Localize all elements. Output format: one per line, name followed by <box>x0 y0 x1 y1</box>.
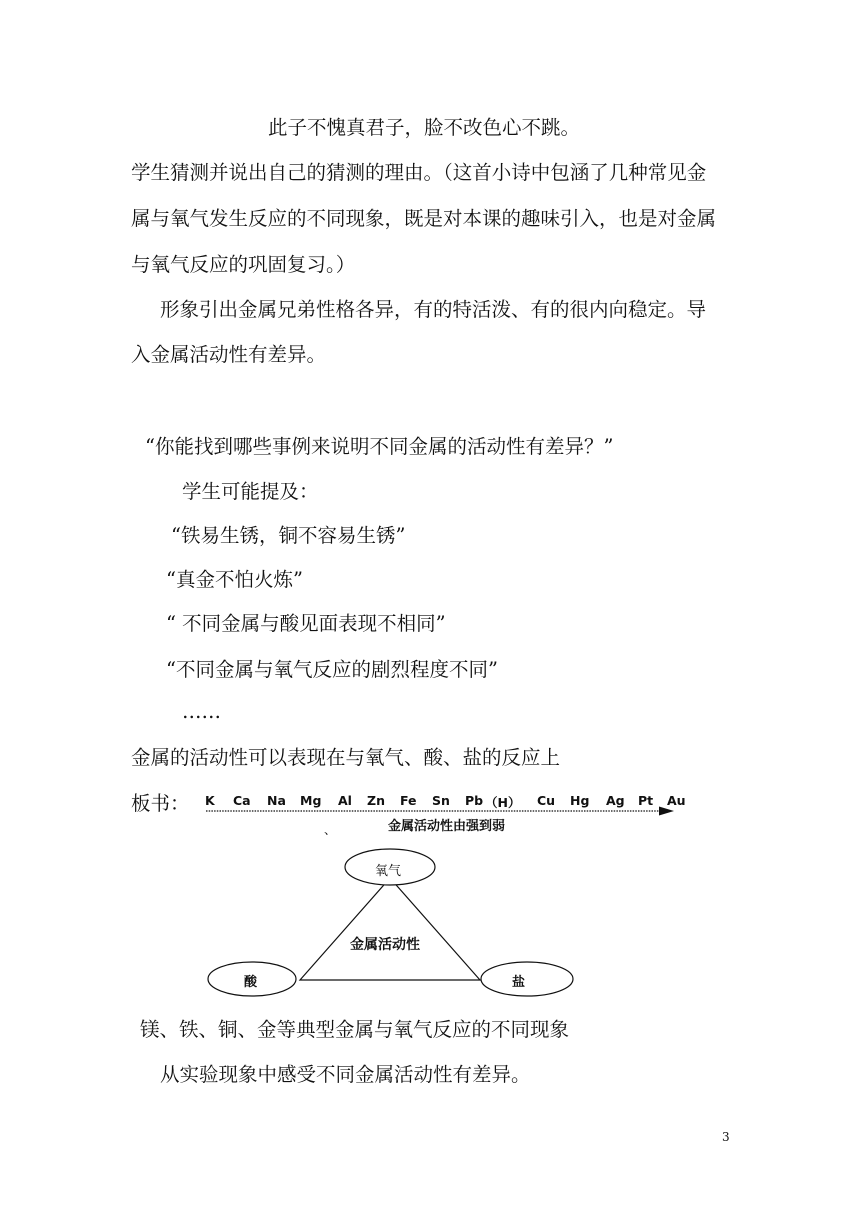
metal-symbol: Fe <box>400 793 417 808</box>
paragraph-line: 形象引出金属兄弟性格各异，有的特活泼、有的很内向稳定。导 <box>160 298 707 321</box>
metal-symbol: Al <box>338 793 352 808</box>
metal-symbol: Ca <box>233 793 251 808</box>
metal-symbol: Ag <box>606 793 625 808</box>
summary-line: 金属的活动性可以表现在与氧气、酸、盐的反应上 <box>131 746 561 769</box>
board-label: 板书： <box>131 792 190 815</box>
metal-symbol: Pb <box>465 793 484 808</box>
paragraph-line: 学生猜测并说出自己的猜测的理由。（这首小诗中包涵了几种常见金 <box>131 161 707 184</box>
example-item: “铁易生锈，铜不容易生锈” <box>171 524 406 547</box>
paragraph-line: 属与氧气发生反应的不同现象，既是对本课的趣味引入，也是对金属 <box>131 207 717 230</box>
metal-symbol: Pt <box>638 793 654 808</box>
student-intro: 学生可能提及： <box>182 480 319 503</box>
question-line: “你能找到哪些事例来说明不同金属的活动性有差异？” <box>145 435 614 458</box>
paragraph-line: 入金属活动性有差异。 <box>131 343 327 366</box>
metal-activity-series <box>205 793 695 810</box>
metal-symbol: Au <box>667 793 686 808</box>
ellipsis: …… <box>182 700 221 723</box>
example-item: “不同金属与氧气反应的剧烈程度不同” <box>166 658 498 681</box>
activity-arrow-label: 金属活动性由强到弱 <box>388 819 506 834</box>
reaction-line: 镁、铁、铜、金等典型金属与氧气反应的不同现象 <box>140 1018 570 1041</box>
metal-symbol: Hg <box>570 793 590 808</box>
metal-symbol: Mg <box>300 793 322 808</box>
metal-symbol: Na <box>267 793 286 808</box>
metal-symbol: K <box>205 793 215 808</box>
triangle-center-label: 金属活动性 <box>350 937 420 953</box>
stray-mark: 、 <box>324 823 337 837</box>
node-oxygen: 氧气 <box>375 864 402 879</box>
metal-symbol: Sn <box>432 793 450 808</box>
metal-symbol: （H） <box>485 795 521 810</box>
node-salt: 盐 <box>512 975 526 990</box>
poem-last-line: 此子不愧真君子，脸不改色心不跳。 <box>268 116 581 139</box>
example-item: “ 不同金属与酸见面表现不相同” <box>166 612 446 635</box>
page-number: 3 <box>722 1130 730 1144</box>
metal-symbol: Cu <box>537 793 556 808</box>
metal-symbol: Zn <box>367 793 385 808</box>
example-item: “真金不怕火炼” <box>166 568 303 591</box>
experiment-line: 从实验现象中感受不同金属活动性有差异。 <box>160 1063 531 1086</box>
node-acid: 酸 <box>244 975 258 990</box>
paragraph-line: 与氧气反应的巩固复习。） <box>131 253 356 276</box>
